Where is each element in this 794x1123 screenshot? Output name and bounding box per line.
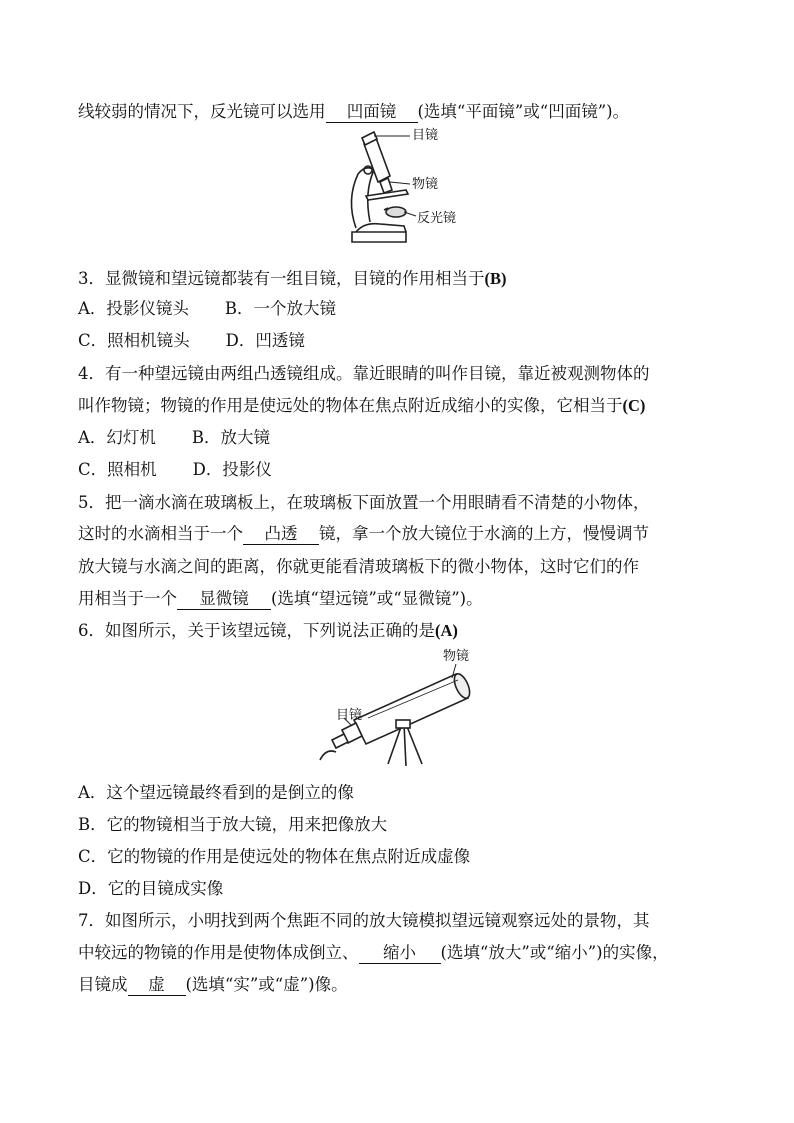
q4-options-row2 — [78, 459, 272, 481]
q5-line4 — [78, 588, 483, 610]
q4-line2-text: 叫作物镜；物镜的作用是使远处的物体在焦点附近成缩小的实像，它相当于 — [78, 396, 623, 415]
q5-line1: 5．把一滴水滴在玻璃板上，在玻璃板下面放置一个用眼睛看不清楚的小物体， — [78, 493, 650, 512]
q7-answer2: 虚 — [128, 975, 186, 996]
telescope-label-eyepiece: 目镜 — [336, 708, 363, 723]
q3-stem — [78, 268, 507, 290]
q6-option-d: D．它的目镜成实像 — [78, 879, 224, 898]
q7-line3-after: (选填“实”或“虚”)像。 — [185, 975, 348, 994]
q5-line3: 放大镜与水滴之间的距离，你就更能看清玻璃板下的微小物体，这时它们的作 — [78, 557, 639, 576]
q7-line1: 7．如图所示，小明找到两个焦距不同的放大镜模拟望远镜观察远处的景物，其 — [78, 911, 650, 930]
q3-option-c: C．照相机镜头 — [78, 331, 190, 350]
microscope-label-eyepiece: 目镜 — [412, 128, 439, 143]
q6-option-c: C．它的物镜的作用是使远处的物体在焦点附近成虚像 — [78, 847, 471, 866]
q4-option-c: C．照相机 — [78, 460, 157, 479]
microscope-label-objective: 物镜 — [412, 177, 439, 192]
q2-answer: 凹面镜 — [326, 102, 418, 123]
q7-line3-before: 目镜成 — [78, 975, 128, 994]
q4-option-b: B．放大镜 — [191, 428, 271, 447]
q5-line2-before: 这时的水滴相当于一个 — [78, 524, 243, 543]
q3-stem-text: 3．显微镜和望远镜都装有一组目镜，目镜的作用相当于 — [78, 269, 485, 288]
q6-option-a: A．这个望远镜最终看到的是倒立的像 — [78, 783, 354, 802]
q2-line — [78, 101, 629, 123]
q5-line2 — [78, 523, 649, 545]
microscope-label-mirror: 反光镜 — [417, 211, 457, 226]
q3-options-row2 — [78, 330, 305, 352]
q7-line2-before: 中较远的物镜的作用是使物体成倒立、 — [78, 943, 359, 962]
q5-line4-after: (选填“望远镜”或“显微镜”)。 — [271, 589, 483, 608]
q6-stem — [78, 620, 458, 642]
q2-text-after: (选填“平面镜”或“凹面镜”)。 — [417, 102, 630, 121]
q4-line2 — [78, 395, 645, 417]
q5-answer2: 显微镜 — [177, 589, 271, 610]
microscope-figure — [344, 130, 474, 250]
q6-answer: (A) — [435, 621, 458, 640]
q4-option-d: D．投影仪 — [192, 460, 272, 479]
q3-answer: (B) — [484, 269, 507, 288]
q5-answer1: 凸透 — [243, 524, 319, 545]
q7-line2-after: (选填“放大”或“缩小”)的实像， — [440, 943, 669, 962]
q5-line2-after: 镜，拿一个放大镜位于水滴的上方，慢慢调节 — [319, 524, 649, 543]
telescope-label-objective: 物镜 — [443, 649, 470, 664]
q4-line1: 4．有一种望远镜由两组凸透镜组成。靠近眼睛的叫作目镜，靠近被观测物体的 — [78, 364, 650, 383]
q3-option-d: D．凹透镜 — [225, 331, 305, 350]
q4-option-a: A．幻灯机 — [78, 428, 156, 447]
q2-text-before: 线较弱的情况下，反光镜可以选用 — [78, 102, 326, 121]
q3-option-a: A．投影仪镜头 — [78, 299, 189, 318]
q5-line4-before: 用相当于一个 — [78, 589, 177, 608]
q7-answer1: 缩小 — [359, 943, 441, 964]
q6-option-b: B．它的物镜相当于放大镜，用来把像放大 — [78, 815, 388, 834]
q7-line3 — [78, 974, 348, 996]
q3-option-b: B．一个放大镜 — [224, 299, 337, 318]
q7-line2 — [78, 942, 669, 964]
q4-options-row1 — [78, 427, 270, 449]
q3-options-row1 — [78, 298, 336, 320]
q4-answer: (C) — [622, 396, 646, 415]
q6-stem-text: 6．如图所示，关于该望远镜，下列说法正确的是 — [78, 621, 435, 640]
